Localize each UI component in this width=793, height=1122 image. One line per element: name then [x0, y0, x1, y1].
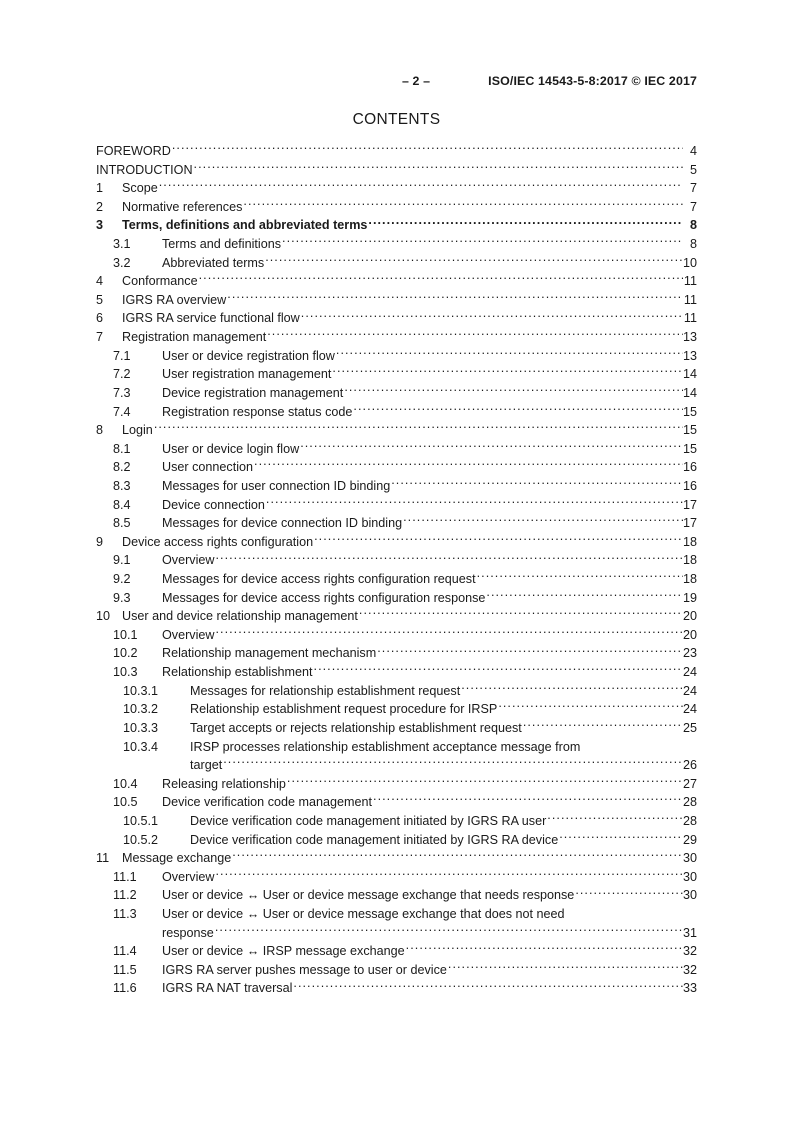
- toc-entry-page-number: 7: [689, 181, 697, 196]
- toc-entry-number: 5: [96, 292, 104, 307]
- toc-entry[interactable]: [96, 589, 697, 608]
- toc-entry-number: 10.1: [113, 627, 138, 642]
- toc-entry[interactable]: [96, 161, 697, 180]
- toc-entry-label: User or device ↔ User or device message exchange that does not need: [162, 906, 565, 921]
- toc-entry-label: IGRS RA server pushes message to user or device: [162, 962, 447, 977]
- toc-entry[interactable]: [96, 198, 697, 217]
- toc-entry-number: 8.4: [113, 497, 131, 512]
- toc-entry-page-number: 7: [689, 199, 697, 214]
- toc-entry[interactable]: [96, 570, 697, 589]
- toc-entry-label: INTRODUCTION: [96, 162, 193, 177]
- toc-entry-page-number: 16: [682, 478, 697, 493]
- toc-entry-page-number: 23: [682, 646, 697, 661]
- toc-entry-number: 7.3: [113, 385, 131, 400]
- toc-entry-label: Overview: [162, 627, 215, 642]
- toc-entry-label: IRSP processes relationship establishment acceptance message from: [190, 739, 581, 754]
- toc-entry-page-number: 15: [682, 441, 697, 456]
- toc-entry-page-number: 15: [682, 404, 697, 419]
- toc-entry-number: 3: [96, 218, 104, 233]
- toc-entry-label: User connection: [162, 460, 254, 475]
- toc-entry-label: Target accepts or rejects relationship establishment request: [190, 720, 522, 735]
- toc-entry-number: 9: [96, 534, 104, 549]
- toc-entry-number: 10.3.3: [123, 720, 159, 735]
- toc-entry[interactable]: [96, 626, 697, 645]
- toc-entry-number: 6: [96, 311, 104, 326]
- toc-entry[interactable]: [96, 868, 697, 887]
- toc-dot-leader: [223, 757, 683, 770]
- toc-dot-leader: [523, 719, 683, 732]
- toc-dot-leader: [232, 850, 683, 863]
- toc-dot-leader: [547, 812, 683, 825]
- toc-entry-number: 7.4: [113, 404, 131, 419]
- toc-entry-page-number: 18: [682, 534, 697, 549]
- toc-entry-label: Device verification code management initiated by IGRS RA user: [190, 813, 547, 828]
- toc-dot-leader: [448, 961, 683, 974]
- toc-entry-label: Messages for device access rights configuration response: [162, 590, 486, 605]
- toc-entry-number: 10: [96, 609, 111, 624]
- toc-entry-label: Abbreviated terms: [162, 255, 265, 270]
- toc-entry-page-number: 5: [689, 162, 697, 177]
- toc-entry-number: 8: [96, 423, 104, 438]
- toc-entry-label: Registration management: [122, 330, 267, 345]
- toc-entry-label: Message exchange: [122, 851, 232, 866]
- toc-entry-number: 10.3.4: [123, 739, 159, 754]
- toc-entry-number: 10.3.2: [123, 702, 159, 717]
- toc-entry-label: IGRS RA NAT traversal: [162, 981, 293, 996]
- toc-entry-number: 11.2: [113, 888, 137, 903]
- table-of-contents: [96, 142, 697, 998]
- toc-entry-number: 8.3: [113, 478, 131, 493]
- toc-dot-leader: [559, 831, 683, 844]
- toc-entry-page-number: 19: [682, 590, 697, 605]
- toc-entry[interactable]: [96, 979, 697, 998]
- toc-entry-number: 1: [96, 181, 104, 196]
- toc-dot-leader: [266, 496, 683, 509]
- toc-entry-page-number: 8: [689, 218, 697, 233]
- toc-entry-page-number: 30: [682, 851, 697, 866]
- toc-dot-leader: [194, 161, 683, 174]
- toc-entry-label: Relationship establishment request procedure for IRSP: [190, 702, 498, 717]
- toc-entry-label: Overview: [162, 869, 215, 884]
- toc-entry[interactable]: [96, 700, 697, 719]
- toc-entry-label: Terms, definitions and abbreviated terms: [122, 218, 368, 233]
- toc-entry-number: 8.2: [113, 460, 131, 475]
- toc-entry[interactable]: [96, 347, 697, 366]
- toc-entry-number: 7.2: [113, 367, 131, 382]
- toc-dot-leader: [215, 868, 683, 881]
- toc-dot-leader: [575, 887, 683, 900]
- toc-dot-leader: [486, 589, 683, 602]
- toc-dot-leader: [215, 552, 683, 565]
- toc-entry[interactable]: [96, 365, 697, 384]
- toc-entry-number: 11.6: [113, 981, 137, 996]
- toc-entry[interactable]: [96, 831, 697, 850]
- toc-entry-page-number: 30: [682, 888, 697, 903]
- toc-dot-leader: [227, 291, 683, 304]
- toc-entry[interactable]: [96, 793, 697, 812]
- toc-entry-number: 9.3: [113, 590, 131, 605]
- toc-dot-leader: [243, 198, 683, 211]
- toc-entry[interactable]: [96, 607, 697, 626]
- toc-entry[interactable]: [96, 440, 697, 459]
- toc-entry-label: Device verification code management: [162, 795, 373, 810]
- toc-dot-leader: [287, 775, 683, 788]
- toc-entry[interactable]: [96, 403, 697, 422]
- toc-dot-leader: [265, 254, 683, 267]
- toc-entry[interactable]: [96, 533, 697, 552]
- toc-entry-page-number: 28: [682, 813, 697, 828]
- toc-entry-number: 10.2: [113, 646, 138, 661]
- toc-entry-page-number: 29: [682, 832, 697, 847]
- toc-entry[interactable]: [96, 291, 697, 310]
- toc-entry-label: Messages for relationship establishment request: [190, 683, 461, 698]
- toc-dot-leader: [353, 403, 683, 416]
- toc-entry-page-number: 13: [682, 348, 697, 363]
- toc-entry-number: 10.5: [113, 795, 138, 810]
- toc-entry-label: Login: [122, 423, 153, 438]
- toc-entry-number: 9.1: [113, 553, 131, 568]
- toc-entry-label: Device access rights configuration: [122, 534, 314, 549]
- toc-dot-leader: [336, 347, 683, 360]
- toc-entry-page-number: 25: [682, 720, 697, 735]
- toc-dot-leader: [154, 422, 683, 435]
- toc-entry-number: 11: [96, 851, 110, 866]
- standard-reference: ISO/IEC 14543-5-8:2017 © IEC 2017: [488, 74, 697, 88]
- toc-entry-number: 10.3.1: [123, 683, 159, 698]
- toc-dot-leader: [373, 794, 683, 807]
- toc-entry[interactable]: [96, 328, 697, 347]
- toc-entry-line: [113, 924, 697, 943]
- toc-entry-label-continuation: response: [162, 925, 214, 940]
- toc-entry-number: 10.3: [113, 665, 138, 680]
- toc-entry-number: 10.5.1: [123, 813, 159, 828]
- toc-dot-leader: [215, 924, 683, 937]
- toc-dot-leader: [391, 477, 683, 490]
- toc-entry[interactable]: [96, 477, 697, 496]
- toc-dot-leader: [301, 310, 683, 323]
- toc-entry-label: Registration response status code: [162, 404, 353, 419]
- toc-entry-label: Messages for device connection ID binding: [162, 516, 403, 531]
- toc-entry-number: 8.5: [113, 516, 131, 531]
- toc-dot-leader: [368, 217, 683, 230]
- toc-dot-leader: [282, 235, 683, 248]
- toc-entry-page-number: 24: [682, 683, 697, 698]
- toc-dot-leader: [498, 701, 683, 714]
- toc-entry-page-number: 4: [689, 144, 697, 158]
- toc-entry-page-number: 10: [682, 255, 697, 270]
- toc-entry-page-number: 18: [682, 553, 697, 568]
- toc-entry-page-number: 8: [689, 237, 697, 252]
- toc-entry-number: 10.5.2: [123, 832, 159, 847]
- toc-entry-number: 10.4: [113, 776, 138, 791]
- toc-entry-label: Messages for device access rights configuration request: [162, 572, 476, 587]
- toc-entry[interactable]: [96, 216, 697, 235]
- toc-entry[interactable]: [96, 384, 697, 403]
- toc-entry-page-number: 33: [682, 981, 697, 996]
- toc-entry-line: [123, 738, 697, 757]
- toc-entry-label: Terms and definitions: [162, 237, 282, 252]
- toc-entry[interactable]: [96, 812, 697, 831]
- toc-entry-label: Device connection: [162, 497, 265, 512]
- toc-entry-label: Conformance: [122, 274, 198, 289]
- toc-dot-leader: [344, 384, 683, 397]
- toc-dot-leader: [403, 515, 683, 528]
- toc-entry-number: 7.1: [113, 348, 131, 363]
- toc-entry[interactable]: [96, 849, 697, 868]
- toc-entry-page-number: 17: [682, 497, 697, 512]
- toc-entry[interactable]: [96, 644, 697, 663]
- toc-entry-number: 9.2: [113, 572, 131, 587]
- toc-dot-leader: [215, 626, 683, 639]
- toc-entry-page-number: 15: [682, 423, 697, 438]
- toc-entry-page-number: 31: [682, 925, 697, 940]
- toc-entry[interactable]: [96, 309, 697, 328]
- toc-entry[interactable]: [96, 886, 697, 905]
- toc-entry-label: Messages for user connection ID binding: [162, 478, 391, 493]
- toc-entry-page-number: 28: [682, 795, 697, 810]
- toc-entry[interactable]: [96, 272, 697, 291]
- toc-entry-page-number: 20: [682, 609, 697, 624]
- toc-entry-number: 7: [96, 330, 104, 345]
- toc-entry[interactable]: [96, 961, 697, 980]
- toc-entry-line: [113, 905, 697, 924]
- toc-entry-label: Overview: [162, 553, 215, 568]
- toc-entry-label: Normative references: [122, 199, 243, 214]
- page-folio-number: – 2 –: [401, 74, 431, 88]
- toc-entry-line: [123, 756, 697, 775]
- toc-entry-page-number: 27: [682, 776, 697, 791]
- toc-entry[interactable]: [96, 458, 697, 477]
- toc-entry-label: Device verification code management initiated by IGRS RA device: [190, 832, 559, 847]
- toc-entry-page-number: 24: [682, 702, 697, 717]
- toc-entry-number: 4: [96, 274, 104, 289]
- toc-dot-leader: [254, 459, 683, 472]
- toc-entry[interactable]: [96, 663, 697, 682]
- toc-dot-leader: [461, 682, 683, 695]
- toc-entry-label: User registration management: [162, 367, 332, 382]
- toc-entry-number: 3.2: [113, 255, 131, 270]
- toc-entry-label: User or device login flow: [162, 441, 300, 456]
- toc-entry-label: User or device ↔ IRSP message exchange: [162, 944, 405, 959]
- toc-entry[interactable]: [96, 235, 697, 254]
- toc-dot-leader: [314, 533, 683, 546]
- toc-entry[interactable]: [96, 738, 697, 775]
- toc-entry-number: 11.1: [113, 869, 137, 884]
- toc-dot-leader: [300, 440, 683, 453]
- toc-entry-page-number: 11: [683, 292, 697, 307]
- toc-entry-page-number: 20: [682, 627, 697, 642]
- toc-dot-leader: [159, 180, 683, 193]
- toc-entry-label: FOREWORD: [96, 144, 171, 158]
- toc-entry-label: IGRS RA service functional flow: [122, 311, 300, 326]
- toc-entry[interactable]: [96, 905, 697, 942]
- toc-entry-number: 11.3: [113, 906, 137, 921]
- toc-entry[interactable]: [96, 142, 697, 161]
- toc-entry-page-number: 32: [682, 962, 697, 977]
- toc-entry-page-number: 24: [682, 665, 697, 680]
- toc-entry-label: Relationship management mechanism: [162, 646, 377, 661]
- toc-entry-page-number: 16: [682, 460, 697, 475]
- toc-entry-label-continuation: target: [190, 758, 223, 773]
- toc-entry[interactable]: [96, 942, 697, 961]
- toc-entry-label: Relationship establishment: [162, 665, 313, 680]
- toc-dot-leader: [377, 645, 683, 658]
- toc-entry-page-number: 11: [683, 274, 697, 289]
- toc-entry[interactable]: [96, 421, 697, 440]
- toc-entry[interactable]: [96, 719, 697, 738]
- running-header: [96, 74, 697, 90]
- toc-dot-leader: [314, 663, 683, 676]
- toc-entry-label: User and device relationship management: [122, 609, 358, 624]
- toc-dot-leader: [293, 980, 683, 993]
- toc-entry[interactable]: [96, 551, 697, 570]
- toc-entry[interactable]: [96, 254, 697, 273]
- toc-entry[interactable]: [96, 682, 697, 701]
- toc-entry-page-number: 13: [682, 330, 697, 345]
- toc-entry[interactable]: [96, 496, 697, 515]
- toc-entry-number: 8.1: [113, 441, 131, 456]
- toc-entry-page-number: 17: [682, 516, 697, 531]
- toc-entry-label: IGRS RA overview: [122, 292, 227, 307]
- toc-entry-page-number: 30: [682, 869, 697, 884]
- toc-entry-number: 11.5: [113, 962, 137, 977]
- toc-dot-leader: [406, 943, 683, 956]
- toc-entry-page-number: 11: [683, 311, 697, 326]
- toc-entry-page-number: 26: [682, 758, 697, 773]
- toc-entry[interactable]: [96, 179, 697, 198]
- toc-entry-page-number: 18: [682, 572, 697, 587]
- toc-entry-label: User or device ↔ User or device message exchange that needs response: [162, 888, 575, 903]
- toc-dot-leader: [359, 608, 683, 621]
- page-title: CONTENTS: [352, 111, 441, 128]
- toc-entry-page-number: 32: [682, 944, 697, 959]
- toc-dot-leader: [199, 273, 683, 286]
- toc-dot-leader: [477, 570, 683, 583]
- toc-dot-leader: [172, 142, 683, 155]
- toc-entry-number: 3.1: [113, 237, 131, 252]
- toc-entry-label: Device registration management: [162, 385, 344, 400]
- toc-dot-leader: [267, 329, 683, 342]
- toc-entry-number: 11.4: [113, 944, 137, 959]
- toc-entry-number: 2: [96, 199, 104, 214]
- toc-dot-leader: [332, 366, 683, 379]
- toc-entry[interactable]: [96, 514, 697, 533]
- toc-entry-label: Releasing relationship: [162, 776, 286, 791]
- toc-entry[interactable]: [96, 775, 697, 794]
- toc-entry-page-number: 14: [682, 385, 697, 400]
- toc-entry-label: Scope: [122, 181, 158, 196]
- toc-entry-label: User or device registration flow: [162, 348, 335, 363]
- toc-entry-page-number: 14: [682, 367, 697, 382]
